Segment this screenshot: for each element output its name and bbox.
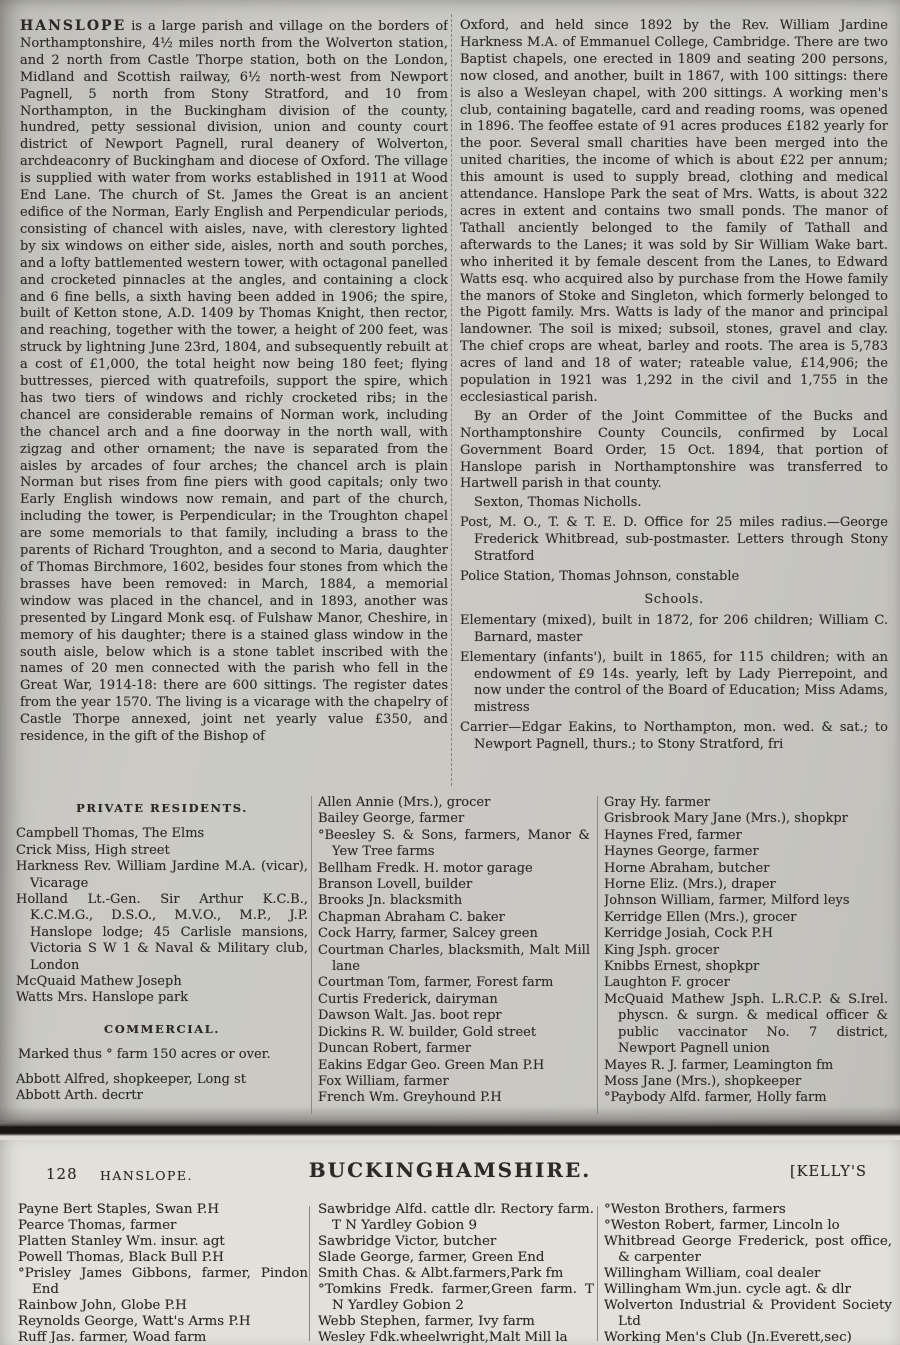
directory-entry: Payne Bert Staples, Swan P.H — [18, 1202, 219, 1217]
commercial-entry: Courtman Tom, farmer, Forest farm — [318, 975, 554, 991]
directory-entry: Platten Stanley Wm. insur. agt — [18, 1234, 225, 1249]
page2-list-col2 — [318, 1202, 594, 1343]
carrier-entry: Carrier—Edgar Eakins, to Northampton, mon. wed. & sat.; to Newport Pagnell, thurs.; to Stony Stratford, fri — [460, 720, 888, 753]
directory-entry: Willingham William, coal dealer — [604, 1266, 821, 1281]
directory-entry: Rainbow John, Globe P.H — [18, 1298, 187, 1313]
page-number: 128 — [46, 1165, 78, 1183]
resident-entry: Harkness Rev. William Jardine M.A. (vicar), Vicarage — [16, 859, 308, 891]
commercial-entry: Haynes George, farmer — [604, 844, 759, 860]
commercial-entry: McQuaid Mathew Jsph. L.R.C.P. & S.Irel. physcn. & surgn. & medical officer & public vaccinator No. 7 district, Newport Pagnell union — [604, 991, 888, 1057]
page2-list-col3 — [604, 1202, 892, 1343]
commercial-entry: Fox William, farmer — [318, 1073, 449, 1089]
resident-entry: Watts Mrs. Hanslope park — [16, 990, 189, 1006]
commercial-entry: Abbott Alfred, shopkeeper, Long st — [16, 1071, 246, 1087]
commercial-entry: Horne Eliz. (Mrs.), draper — [604, 877, 776, 893]
resident-entry: McQuaid Mathew Joseph — [16, 974, 182, 990]
intro-column-left — [20, 18, 448, 748]
commercial-list-col1 — [16, 1072, 308, 1105]
commercial-entry: Bailey George, farmer — [318, 811, 465, 827]
column-rule — [451, 14, 452, 786]
directory-entry: °Prisley James Gibbons, farmer, Pindon End — [18, 1266, 308, 1297]
directory-entry: Slade George, farmer, Green End — [318, 1250, 545, 1265]
police-station-entry: Police Station, Thomas Johnson, constable — [460, 569, 740, 584]
commercial-list-col2 — [318, 795, 590, 1107]
commercial-entry: Horne Abraham, butcher — [604, 860, 770, 876]
school-infants-entry: Elementary (infants'), built in 1865, for 115 children; with an endowment of £9 14s. yearly, left by Lady Pierrepoint, and now under the control of the Board of Education; Miss Adams, mistress — [460, 649, 888, 716]
directory-entry: °Weston Brothers, farmers — [604, 1202, 786, 1217]
directory-entry: Webb Stephen, farmer, Ivy farm — [318, 1314, 535, 1329]
commercial-list-col3 — [604, 795, 888, 1107]
commercial-entry: Duncan Robert, farmer — [318, 1041, 472, 1057]
running-header-parish: HANSLOPE. — [100, 1168, 193, 1183]
directory-entry: Sawbridge Victor, butcher — [318, 1234, 497, 1249]
commercial-entry: Kerridge Josiah, Cock P.H — [604, 926, 774, 942]
commercial-column-2 — [318, 795, 590, 1115]
commercial-entry: Knibbs Ernest, shopkpr — [604, 959, 760, 975]
resident-entry: Holland Lt.-Gen. Sir Arthur K.C.B., K.C.M.G., D.S.O., M.V.O., M.P., J.P. Hanslope lodge; 45 Carlisle mansions, Victoria S W 1 & Naval & Military club, London — [16, 892, 308, 973]
hanslope-description-text: is a large parish and village on the borders of Northamptonshire, 4½ miles north from the Wolverton station, and 2 north from Castle Thorpe station, both on the London, Midland and Scottish railway, 6½ north-west from Newport Pagnell, 5 north from Stony Stratford, and 10 from Northampton, in the Buckingham division of the county, hundred, petty sessional division, union and county court district of Newport Pagnell, rural deanery of Wolverton, archdeaconry of Buckingham and diocese of Oxford. The village is supplied with water from works established in 1911 at Wood End Lane. The church of St. James the Great is an ancient edifice of the Norman, Early English and Perpendicular periods, consisting of chancel with aisles, nave, with clerestory lighted by six windows on either side, aisles, north and south porches, and a lofty battlemented western tower, with octagonal panelled and crocketed pinnacles at the angles, and containing a clock and 6 fine bells, a sixth having been added in 1906; the spire, built of Ketton stone, A.D. 1409 by Thomas Knight, then rector, and reaching, together with the tower, a height of 200 feet, was struck by lightning June 23rd, 1804, and subsequently rebuilt at a cost of £1,000, the total height now being 180 feet; flying buttresses, pierced with quatrefoils, support the spire, which has two tiers of windows and richly crocketed ribs; in the chancel are considerable remains of Norman work, including the chancel arch and a fine doorway in the north wall, with zigzag and other ornament; the nave is separated from the aisles by arcades of four arches; the chancel arch is plain Norman but rises from fine piers with good capitals; only two Early English windows now remain, and part of the church, including the tower, is Perpendicular; in the Troughton chapel are some memorials to that family, including a brass to the parents of Richard Troughton, and a second to Maria, daughter of Thomas Birchmore, 1602, besides four stones from which the brasses have been removed: in March, 1884, a memorial window was placed in the chancel, and in 1893, another was presented by Lingard Monk esq. of Fulshaw Manor, Cheshire, in memory of his daughter; there is a stained glass window in the south aisle, below which is a stone tablet inscribed with the names of 20 men connected with the parish who fell in the Great War, 1914-18: there are 600 sittings. The register dates from the year 1570. The living is a vicarage with the chapelry of Castle Thorpe annexed, joint net yearly value £350, and residence, in the gift of the Bishop of — [20, 19, 448, 745]
commercial-entry: Brooks Jn. blacksmith — [318, 893, 463, 909]
commercial-entry: Cock Harry, farmer, Salcey green — [318, 926, 538, 942]
page2-list-col1 — [18, 1202, 308, 1343]
commercial-entry: Chapman Abraham C. baker — [318, 909, 505, 925]
directory-entry: Sawbridge Alfd. cattle dlr. Rectory farm. T N Yardley Gobion 9 — [318, 1202, 594, 1233]
boundary-order-paragraph: By an Order of the Joint Committee of the Bucks and Northamptonshire County Councils, confirmed by Local Government Board Order, 15 Oct. 1894, that portion of Hanslope parish in Northamptonshire was transferred to Hartwell parish in that county. — [460, 408, 888, 492]
commercial-entry: Gray Hy. farmer — [604, 795, 711, 810]
commercial-entry: °Paybody Alfd. farmer, Holly farm — [604, 1090, 827, 1106]
commercial-entry: °Beesley S. & Sons, farmers, Manor & Yew Tree farms — [318, 827, 590, 860]
column-rule — [597, 1206, 598, 1341]
commercial-entry: Abbott Arth. decrtr — [16, 1088, 143, 1104]
directory-entry: Working Men's Club (Jn.Everett,sec) — [604, 1330, 852, 1343]
commercial-entry: Eakins Edgar Geo. Green Man P.H — [318, 1057, 545, 1073]
commercial-entry: Johnson William, farmer, Milford leys — [604, 893, 850, 909]
commercial-heading: COMMERCIAL. — [103, 1021, 221, 1036]
directory-entry: Ruff Jas. farmer, Woad farm — [18, 1330, 207, 1343]
commercial-entry: Laughton F. grocer — [604, 975, 730, 991]
directory-entry: Powell Thomas, Black Bull P.H — [18, 1250, 224, 1265]
private-residents-list — [16, 826, 308, 1006]
column-rule — [311, 796, 312, 1114]
column-rule — [597, 796, 598, 1114]
private-residents-column — [16, 798, 308, 1105]
page2-column-2 — [318, 1202, 594, 1343]
parish-name-lead: HANSLOPE — [20, 18, 127, 34]
running-header-kellys: [KELLY'S — [790, 1164, 867, 1180]
directory-entry: Wolverton Industrial & Provident Society Ltd — [604, 1298, 892, 1329]
commercial-entry: Dawson Walt. Jas. boot repr — [318, 1008, 502, 1024]
directory-entry: °Weston Robert, farmer, Lincoln lo — [604, 1218, 840, 1233]
commercial-entry: Mayes R. J. farmer, Leamington fm — [604, 1057, 834, 1073]
farm-marker-note: Marked thus ° farm 150 acres or over. — [18, 1047, 271, 1063]
private-residents-heading: PRIVATE RESIDENTS. — [76, 801, 248, 815]
description-continuation: Oxford, and held since 1892 by the Rev. William Jardine Harkness M.A. of Emmanuel College, Cambridge. There are two Baptist chapels, one erected in 1809 and seating 200 persons, now closed, and another, built in 1867, with 100 sittings: there is also a Wesleyan chapel, with 200 sittings. A working men's club, containing bagatelle, card and reading rooms, was opened in 1896. The feoffee estate of 91 acres produces £182 yearly for the poor. Several small charities have been merged into the united charities, the income of which is about £22 per annum; this amount is used to supply bread, clothing and medical attendance. Hanslope Park the seat of Mrs. Watts, is about 322 acres in extent and contains two small ponds. The manor of Tathall anciently belonged to the family of Tathall and afterwards to the Lanes; it was sold by Sir William Wake bart. who inherited it by female descent from the Lanes, to Edward Watts esq. who acquired also by purchase from the Howe family the manors of Stoke and Singleton, which formerly belonged to the Pigott family. Mrs. Watts is lady of the manor and principal landowner. The soil is mixed; subsoil, stones, gravel and clay. The chief crops are wheat, barley and roots. The area is 5,783 acres of land and 18 of water; rateable value, £14,906; the population in 1921 was 1,292 in the civil and 1,755 in the ecclesiastical parish. — [460, 18, 888, 405]
hanslope-description — [20, 18, 448, 746]
page2-column-1 — [18, 1202, 308, 1343]
commercial-entry: Moss Jane (Mrs.), shopkeeper — [604, 1073, 802, 1089]
directory-entry: °Tomkins Fredk. farmer,Green farm. T N Yardley Gobion 2 — [318, 1282, 594, 1313]
school-mixed-entry: Elementary (mixed), built in 1872, for 206 children; William C. Barnard, master — [460, 612, 888, 645]
commercial-entry: Grisbrook Mary Jane (Mrs.), shopkpr — [604, 811, 848, 827]
intro-column-right — [460, 18, 888, 754]
resident-entry: Campbell Thomas, The Elms — [16, 826, 205, 842]
directory-entry: Reynolds George, Watt's Arms P.H — [18, 1314, 251, 1329]
running-header-county: BUCKINGHAMSHIRE. — [308, 1158, 592, 1182]
commercial-entry: King Jsph. grocer — [604, 942, 720, 958]
page2-column-3 — [604, 1202, 892, 1343]
commercial-entry: Kerridge Ellen (Mrs.), grocer — [604, 909, 797, 925]
commercial-entry: Allen Annie (Mrs.), grocer — [318, 795, 491, 810]
directory-entry: Whitbread George Frederick, post office, & carpenter — [604, 1234, 892, 1265]
sexton-line: Sexton, Thomas Nicholls. — [474, 495, 642, 511]
directory-entry: Smith Chas. & Albt.farmers,Park fm — [318, 1266, 564, 1281]
commercial-entry: Branson Lovell, builder — [318, 877, 473, 893]
column-rule — [309, 1206, 310, 1341]
resident-entry: Crick Miss, High street — [16, 842, 170, 858]
schools-heading: Schools. — [644, 591, 704, 607]
commercial-entry: Curtis Frederick, dairyman — [318, 991, 498, 1007]
commercial-entry: Courtman Charles, blacksmith, Malt Mill lane — [318, 942, 590, 975]
commercial-entry: Dickins R. W. builder, Gold street — [318, 1024, 537, 1040]
directory-entry: Pearce Thomas, farmer — [18, 1218, 177, 1233]
commercial-column-3 — [604, 795, 888, 1115]
directory-entry: Wesley Fdk.wheelwright,Malt Mill la — [318, 1330, 568, 1343]
commercial-entry: Haynes Fred, farmer — [604, 827, 742, 843]
commercial-entry: French Wm. Greyhound P.H — [318, 1090, 502, 1106]
directory-entry: Willingham Wm.jun. cycle agt. & dlr — [604, 1282, 851, 1297]
post-office-entry: Post, M. O., T. & T. E. D. Office for 25 miles radius.—George Frederick Whitbread, sub-postmaster. Letters through Stony Stratford — [460, 515, 888, 565]
commercial-entry: Bellham Fredk. H. motor garage — [318, 860, 533, 876]
